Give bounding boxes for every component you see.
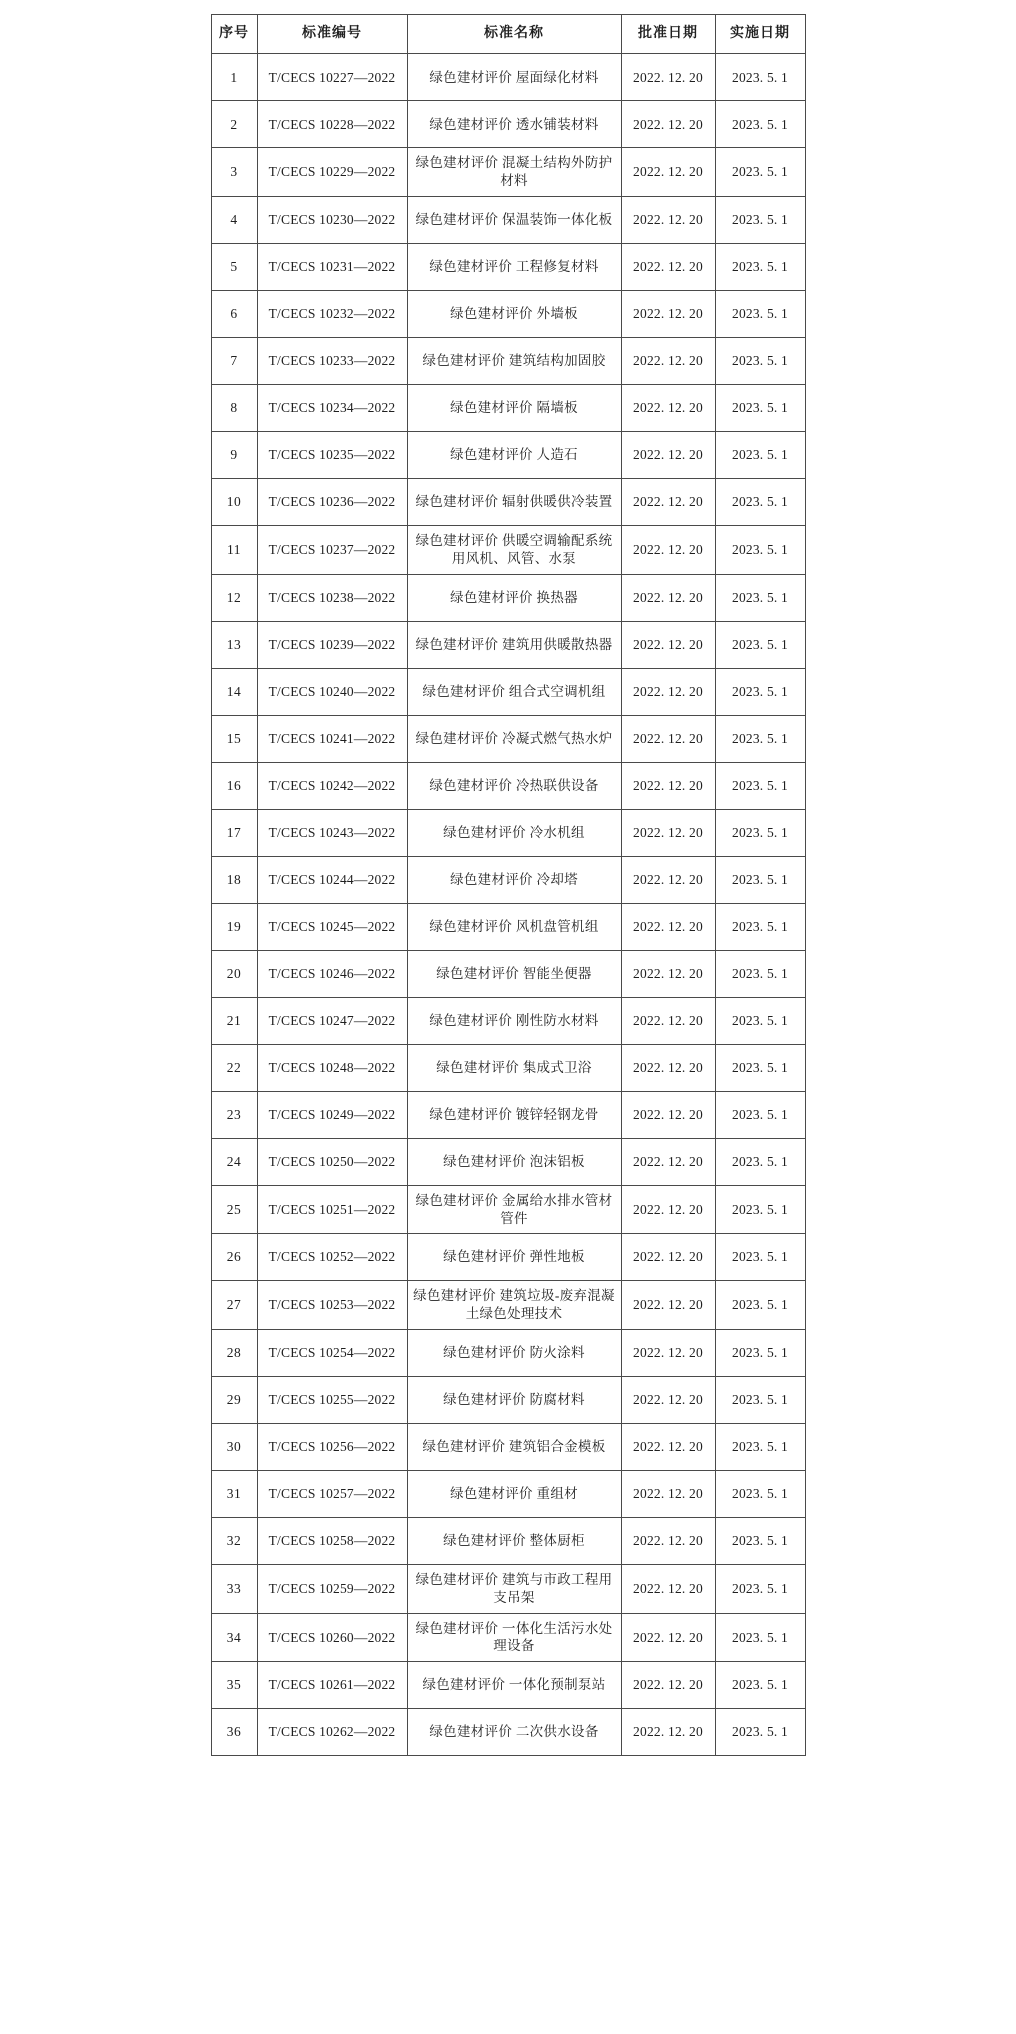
table-row (211, 856, 805, 903)
column-header-implementation-date: 实施日期 (715, 15, 805, 54)
cell-implementation-date: 2023. 5. 1 (715, 479, 805, 526)
cell-standard-name: 绿色建材评价 弹性地板 (407, 1234, 621, 1281)
cell-no: 14 (211, 668, 257, 715)
cell-no: 4 (211, 197, 257, 244)
cell-implementation-date: 2023. 5. 1 (715, 1376, 805, 1423)
cell-implementation-date: 2023. 5. 1 (715, 432, 805, 479)
cell-no: 25 (211, 1185, 257, 1234)
cell-no: 32 (211, 1517, 257, 1564)
cell-standard-code: T/CECS 10228—2022 (257, 101, 407, 148)
table-row (211, 1376, 805, 1423)
cell-standard-code: T/CECS 10248—2022 (257, 1044, 407, 1091)
cell-approval-date: 2022. 12. 20 (621, 1564, 715, 1613)
cell-approval-date: 2022. 12. 20 (621, 148, 715, 197)
cell-standard-name: 绿色建材评价 隔墙板 (407, 385, 621, 432)
cell-standard-name: 绿色建材评价 防火涂料 (407, 1329, 621, 1376)
table-row (211, 526, 805, 575)
cell-standard-name: 绿色建材评价 集成式卫浴 (407, 1044, 621, 1091)
cell-standard-code: T/CECS 10245—2022 (257, 903, 407, 950)
cell-no: 10 (211, 479, 257, 526)
cell-standard-name: 绿色建材评价 透水铺装材料 (407, 101, 621, 148)
table-row (211, 432, 805, 479)
table-row (211, 668, 805, 715)
cell-standard-code: T/CECS 10258—2022 (257, 1517, 407, 1564)
cell-standard-name: 绿色建材评价 重组材 (407, 1470, 621, 1517)
cell-implementation-date: 2023. 5. 1 (715, 621, 805, 668)
table-row (211, 1185, 805, 1234)
cell-standard-code: T/CECS 10243—2022 (257, 809, 407, 856)
table-row (211, 903, 805, 950)
cell-no: 22 (211, 1044, 257, 1091)
cell-implementation-date: 2023. 5. 1 (715, 1423, 805, 1470)
cell-no: 35 (211, 1662, 257, 1709)
cell-standard-name: 绿色建材评价 建筑铝合金模板 (407, 1423, 621, 1470)
cell-standard-code: T/CECS 10260—2022 (257, 1613, 407, 1662)
cell-standard-name: 绿色建材评价 冷热联供设备 (407, 762, 621, 809)
table-row (211, 101, 805, 148)
cell-implementation-date: 2023. 5. 1 (715, 950, 805, 997)
cell-approval-date: 2022. 12. 20 (621, 1234, 715, 1281)
cell-approval-date: 2022. 12. 20 (621, 1517, 715, 1564)
cell-implementation-date: 2023. 5. 1 (715, 1329, 805, 1376)
cell-no: 34 (211, 1613, 257, 1662)
cell-standard-name: 绿色建材评价 冷凝式燃气热水炉 (407, 715, 621, 762)
table-row (211, 1091, 805, 1138)
standards-table (211, 14, 806, 1756)
cell-standard-code: T/CECS 10242—2022 (257, 762, 407, 809)
table-row (211, 574, 805, 621)
cell-standard-code: T/CECS 10240—2022 (257, 668, 407, 715)
cell-no: 1 (211, 54, 257, 101)
cell-implementation-date: 2023. 5. 1 (715, 291, 805, 338)
cell-standard-name: 绿色建材评价 组合式空调机组 (407, 668, 621, 715)
cell-no: 33 (211, 1564, 257, 1613)
cell-approval-date: 2022. 12. 20 (621, 526, 715, 575)
cell-standard-code: T/CECS 10257—2022 (257, 1470, 407, 1517)
cell-approval-date: 2022. 12. 20 (621, 903, 715, 950)
cell-standard-name: 绿色建材评价 工程修复材料 (407, 244, 621, 291)
cell-no: 27 (211, 1281, 257, 1330)
cell-no: 9 (211, 432, 257, 479)
cell-standard-code: T/CECS 10251—2022 (257, 1185, 407, 1234)
table-row (211, 1044, 805, 1091)
table-row (211, 1423, 805, 1470)
cell-standard-name: 绿色建材评价 建筑垃圾-废弃混凝土绿色处理技术 (407, 1281, 621, 1330)
cell-standard-code: T/CECS 10259—2022 (257, 1564, 407, 1613)
table-row (211, 1662, 805, 1709)
cell-implementation-date: 2023. 5. 1 (715, 809, 805, 856)
cell-standard-name: 绿色建材评价 保温装饰一体化板 (407, 197, 621, 244)
table-row (211, 291, 805, 338)
table-row (211, 385, 805, 432)
cell-implementation-date: 2023. 5. 1 (715, 574, 805, 621)
cell-approval-date: 2022. 12. 20 (621, 291, 715, 338)
cell-standard-code: T/CECS 10236—2022 (257, 479, 407, 526)
cell-approval-date: 2022. 12. 20 (621, 338, 715, 385)
cell-no: 8 (211, 385, 257, 432)
cell-implementation-date: 2023. 5. 1 (715, 1517, 805, 1564)
cell-no: 20 (211, 950, 257, 997)
cell-implementation-date: 2023. 5. 1 (715, 1185, 805, 1234)
cell-implementation-date: 2023. 5. 1 (715, 762, 805, 809)
cell-approval-date: 2022. 12. 20 (621, 1423, 715, 1470)
table-row (211, 762, 805, 809)
cell-approval-date: 2022. 12. 20 (621, 621, 715, 668)
cell-implementation-date: 2023. 5. 1 (715, 668, 805, 715)
table-row (211, 1329, 805, 1376)
table-header (211, 15, 805, 54)
table-row (211, 997, 805, 1044)
cell-standard-code: T/CECS 10233—2022 (257, 338, 407, 385)
cell-standard-code: T/CECS 10238—2022 (257, 574, 407, 621)
table-row (211, 244, 805, 291)
cell-no: 3 (211, 148, 257, 197)
cell-standard-name: 绿色建材评价 风机盘管机组 (407, 903, 621, 950)
cell-approval-date: 2022. 12. 20 (621, 950, 715, 997)
cell-standard-name: 绿色建材评价 金属给水排水管材管件 (407, 1185, 621, 1234)
table-row (211, 809, 805, 856)
cell-standard-name: 绿色建材评价 二次供水设备 (407, 1709, 621, 1756)
cell-implementation-date: 2023. 5. 1 (715, 1613, 805, 1662)
cell-standard-name: 绿色建材评价 混凝土结构外防护材料 (407, 148, 621, 197)
cell-standard-name: 绿色建材评价 智能坐便器 (407, 950, 621, 997)
cell-implementation-date: 2023. 5. 1 (715, 1234, 805, 1281)
cell-standard-name: 绿色建材评价 建筑与市政工程用支吊架 (407, 1564, 621, 1613)
cell-implementation-date: 2023. 5. 1 (715, 54, 805, 101)
cell-no: 2 (211, 101, 257, 148)
table-row (211, 1517, 805, 1564)
cell-approval-date: 2022. 12. 20 (621, 668, 715, 715)
cell-approval-date: 2022. 12. 20 (621, 385, 715, 432)
cell-standard-code: T/CECS 10250—2022 (257, 1138, 407, 1185)
cell-implementation-date: 2023. 5. 1 (715, 1662, 805, 1709)
cell-standard-code: T/CECS 10237—2022 (257, 526, 407, 575)
cell-standard-code: T/CECS 10241—2022 (257, 715, 407, 762)
table-row (211, 148, 805, 197)
column-header-name: 标准名称 (407, 15, 621, 54)
cell-standard-code: T/CECS 10239—2022 (257, 621, 407, 668)
table-row (211, 621, 805, 668)
column-header-code: 标准编号 (257, 15, 407, 54)
cell-standard-code: T/CECS 10262—2022 (257, 1709, 407, 1756)
cell-standard-code: T/CECS 10249—2022 (257, 1091, 407, 1138)
column-header-approval-date: 批准日期 (621, 15, 715, 54)
cell-implementation-date: 2023. 5. 1 (715, 1138, 805, 1185)
cell-implementation-date: 2023. 5. 1 (715, 1281, 805, 1330)
cell-standard-code: T/CECS 10244—2022 (257, 856, 407, 903)
table-row (211, 338, 805, 385)
cell-approval-date: 2022. 12. 20 (621, 1091, 715, 1138)
cell-standard-name: 绿色建材评价 辐射供暖供冷装置 (407, 479, 621, 526)
cell-standard-name: 绿色建材评价 屋面绿化材料 (407, 54, 621, 101)
table-row (211, 1234, 805, 1281)
cell-no: 6 (211, 291, 257, 338)
cell-no: 30 (211, 1423, 257, 1470)
cell-implementation-date: 2023. 5. 1 (715, 997, 805, 1044)
cell-approval-date: 2022. 12. 20 (621, 574, 715, 621)
cell-standard-name: 绿色建材评价 一体化预制泵站 (407, 1662, 621, 1709)
cell-standard-code: T/CECS 10227—2022 (257, 54, 407, 101)
cell-standard-code: T/CECS 10253—2022 (257, 1281, 407, 1330)
table-row (211, 1613, 805, 1662)
table-row (211, 479, 805, 526)
cell-approval-date: 2022. 12. 20 (621, 244, 715, 291)
cell-no: 7 (211, 338, 257, 385)
cell-approval-date: 2022. 12. 20 (621, 762, 715, 809)
cell-standard-code: T/CECS 10231—2022 (257, 244, 407, 291)
table-row (211, 1709, 805, 1756)
cell-no: 28 (211, 1329, 257, 1376)
cell-implementation-date: 2023. 5. 1 (715, 903, 805, 950)
cell-standard-name: 绿色建材评价 刚性防水材料 (407, 997, 621, 1044)
cell-approval-date: 2022. 12. 20 (621, 1709, 715, 1756)
cell-approval-date: 2022. 12. 20 (621, 1329, 715, 1376)
cell-approval-date: 2022. 12. 20 (621, 809, 715, 856)
cell-approval-date: 2022. 12. 20 (621, 1470, 715, 1517)
cell-approval-date: 2022. 12. 20 (621, 1376, 715, 1423)
cell-no: 11 (211, 526, 257, 575)
cell-approval-date: 2022. 12. 20 (621, 1662, 715, 1709)
cell-approval-date: 2022. 12. 20 (621, 1044, 715, 1091)
cell-implementation-date: 2023. 5. 1 (715, 526, 805, 575)
cell-standard-code: T/CECS 10230—2022 (257, 197, 407, 244)
cell-no: 21 (211, 997, 257, 1044)
cell-standard-name: 绿色建材评价 一体化生活污水处理设备 (407, 1613, 621, 1662)
cell-approval-date: 2022. 12. 20 (621, 432, 715, 479)
cell-standard-code: T/CECS 10255—2022 (257, 1376, 407, 1423)
cell-implementation-date: 2023. 5. 1 (715, 856, 805, 903)
cell-implementation-date: 2023. 5. 1 (715, 1564, 805, 1613)
cell-implementation-date: 2023. 5. 1 (715, 385, 805, 432)
cell-approval-date: 2022. 12. 20 (621, 1281, 715, 1330)
cell-no: 24 (211, 1138, 257, 1185)
cell-implementation-date: 2023. 5. 1 (715, 148, 805, 197)
table-body (211, 54, 805, 1756)
cell-approval-date: 2022. 12. 20 (621, 1185, 715, 1234)
cell-no: 13 (211, 621, 257, 668)
cell-no: 31 (211, 1470, 257, 1517)
cell-no: 5 (211, 244, 257, 291)
cell-no: 26 (211, 1234, 257, 1281)
cell-no: 16 (211, 762, 257, 809)
cell-standard-code: T/CECS 10235—2022 (257, 432, 407, 479)
cell-standard-code: T/CECS 10232—2022 (257, 291, 407, 338)
cell-standard-code: T/CECS 10256—2022 (257, 1423, 407, 1470)
cell-no: 19 (211, 903, 257, 950)
cell-standard-name: 绿色建材评价 建筑结构加固胶 (407, 338, 621, 385)
cell-standard-code: T/CECS 10229—2022 (257, 148, 407, 197)
cell-approval-date: 2022. 12. 20 (621, 1138, 715, 1185)
cell-implementation-date: 2023. 5. 1 (715, 1470, 805, 1517)
cell-no: 12 (211, 574, 257, 621)
table-row (211, 1470, 805, 1517)
cell-standard-name: 绿色建材评价 外墙板 (407, 291, 621, 338)
cell-standard-name: 绿色建材评价 防腐材料 (407, 1376, 621, 1423)
cell-no: 15 (211, 715, 257, 762)
cell-implementation-date: 2023. 5. 1 (715, 1091, 805, 1138)
cell-no: 29 (211, 1376, 257, 1423)
cell-standard-name: 绿色建材评价 建筑用供暖散热器 (407, 621, 621, 668)
cell-approval-date: 2022. 12. 20 (621, 1613, 715, 1662)
cell-implementation-date: 2023. 5. 1 (715, 715, 805, 762)
cell-no: 23 (211, 1091, 257, 1138)
table-row (211, 54, 805, 101)
cell-approval-date: 2022. 12. 20 (621, 197, 715, 244)
cell-approval-date: 2022. 12. 20 (621, 997, 715, 1044)
cell-standard-name: 绿色建材评价 冷水机组 (407, 809, 621, 856)
cell-standard-name: 绿色建材评价 人造石 (407, 432, 621, 479)
cell-standard-code: T/CECS 10234—2022 (257, 385, 407, 432)
table-row (211, 197, 805, 244)
cell-standard-name: 绿色建材评价 泡沫铝板 (407, 1138, 621, 1185)
table-row (211, 715, 805, 762)
cell-standard-name: 绿色建材评价 冷却塔 (407, 856, 621, 903)
cell-standard-name: 绿色建材评价 供暖空调输配系统用风机、风管、水泵 (407, 526, 621, 575)
cell-no: 36 (211, 1709, 257, 1756)
cell-standard-name: 绿色建材评价 整体厨柜 (407, 1517, 621, 1564)
table-row (211, 1564, 805, 1613)
cell-approval-date: 2022. 12. 20 (621, 715, 715, 762)
cell-standard-name: 绿色建材评价 换热器 (407, 574, 621, 621)
table-row (211, 1281, 805, 1330)
cell-approval-date: 2022. 12. 20 (621, 54, 715, 101)
cell-standard-code: T/CECS 10254—2022 (257, 1329, 407, 1376)
table-row (211, 1138, 805, 1185)
cell-implementation-date: 2023. 5. 1 (715, 338, 805, 385)
cell-no: 18 (211, 856, 257, 903)
cell-implementation-date: 2023. 5. 1 (715, 101, 805, 148)
cell-implementation-date: 2023. 5. 1 (715, 1709, 805, 1756)
cell-standard-code: T/CECS 10261—2022 (257, 1662, 407, 1709)
cell-implementation-date: 2023. 5. 1 (715, 244, 805, 291)
cell-approval-date: 2022. 12. 20 (621, 101, 715, 148)
cell-implementation-date: 2023. 5. 1 (715, 1044, 805, 1091)
cell-standard-code: T/CECS 10252—2022 (257, 1234, 407, 1281)
column-header-no: 序号 (211, 15, 257, 54)
cell-standard-code: T/CECS 10247—2022 (257, 997, 407, 1044)
table-row (211, 950, 805, 997)
cell-implementation-date: 2023. 5. 1 (715, 197, 805, 244)
cell-approval-date: 2022. 12. 20 (621, 856, 715, 903)
cell-standard-name: 绿色建材评价 镀锌轻钢龙骨 (407, 1091, 621, 1138)
cell-standard-code: T/CECS 10246—2022 (257, 950, 407, 997)
cell-no: 17 (211, 809, 257, 856)
cell-approval-date: 2022. 12. 20 (621, 479, 715, 526)
table-header-row (211, 15, 805, 54)
